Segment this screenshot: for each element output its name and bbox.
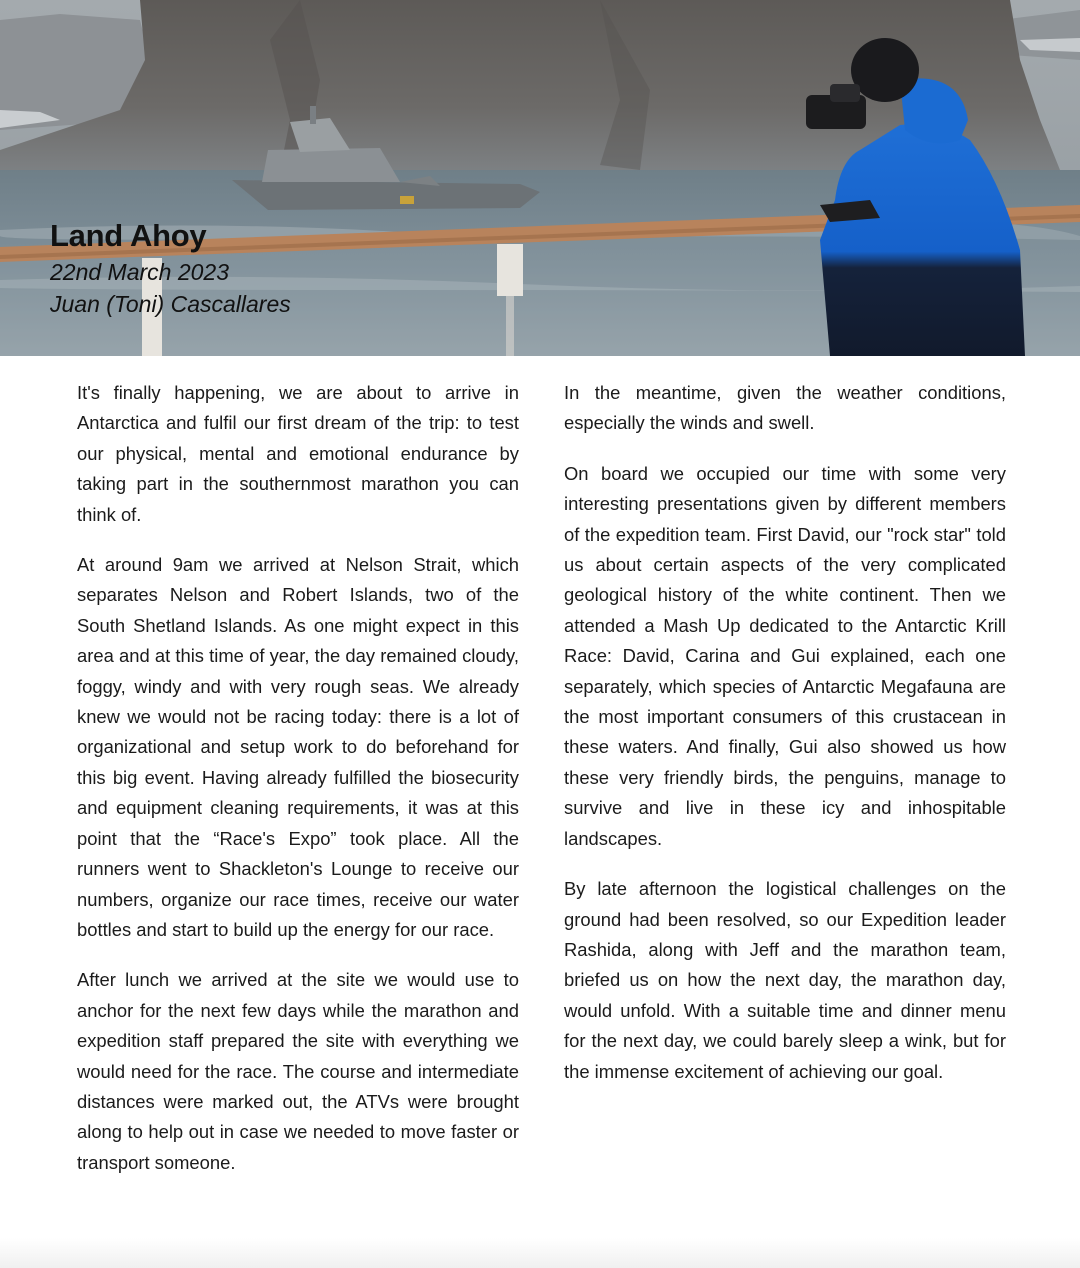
page-bottom-shadow <box>0 1238 1080 1268</box>
header-photo <box>0 0 1080 356</box>
paragraph: On board we occupied our time with some very interesting presentations given by different members of the expedition team. First David, our "rock star" told us about certain aspects of the very complicated geological history of the white continent. Then we attended a Mash Up dedicated to the Antarctic Krill Race: David, Carina and Gui explained, each one separately, which species of Antarctic Megafauna are the most important consumers of this crustacean in these waters. And finally, Gui also showed us how these very friendly birds, the penguins, manage to survive and live in these icy and inhospitable landscapes. <box>564 462 1006 849</box>
article-title: Land Ahoy <box>50 218 207 253</box>
title-block <box>50 216 291 320</box>
article-date: 22nd March 2023 <box>50 259 230 285</box>
left-column <box>77 378 519 1198</box>
article-author: Juan (Toni) Cascallares <box>50 291 291 317</box>
paragraph: After lunch we arrived at the site we would use to anchor for the next few days while the marathon and expedition staff prepared the site with everything we would need for the race. The course and intermediate distances were marked out, the ATVs were brought along to help out in case we needed to move faster or transport someone. <box>77 969 519 1173</box>
paragraph: By late afternoon the logistical challenges on the ground had been resolved, so our Expedition leader Rashida, along with Jeff and the marathon team, briefed us on how the next day, the marathon day, would unfold. With a suitable time and dinner menu for the next day, we could barely sleep a wink, but for the immense excitement of achieving our goal. <box>564 878 1006 1082</box>
paragraph: At around 9am we arrived at Nelson Strait, which separates Nelson and Robert Islands, two of the South Shetland Islands. As one might expect in this area and at this time of year, the day remained cloudy, foggy, windy and with very rough seas. We already knew we would not be racing today: there is a lot of organizational and setup work to do beforehand for this big event. Having already fulfilled the biosecurity and equipment cleaning requirements, it was at this point that the “Race's Expo” took place. All the runners went to Shackleton's Lounge to receive our numbers, organize our race times, receive our water bottles and start to build up the energy for our race. <box>77 554 519 940</box>
paragraph: It's finally happening, we are about to arrive in Antarctica and fulfil our first dream of the trip: to test our physical, mental and emotional endurance by taking part in the southernmost marathon you can think of. <box>77 382 519 525</box>
paragraph: In the meantime, given the weather conditions, especially the winds and swell. <box>564 382 1006 434</box>
right-column <box>564 378 1006 1107</box>
